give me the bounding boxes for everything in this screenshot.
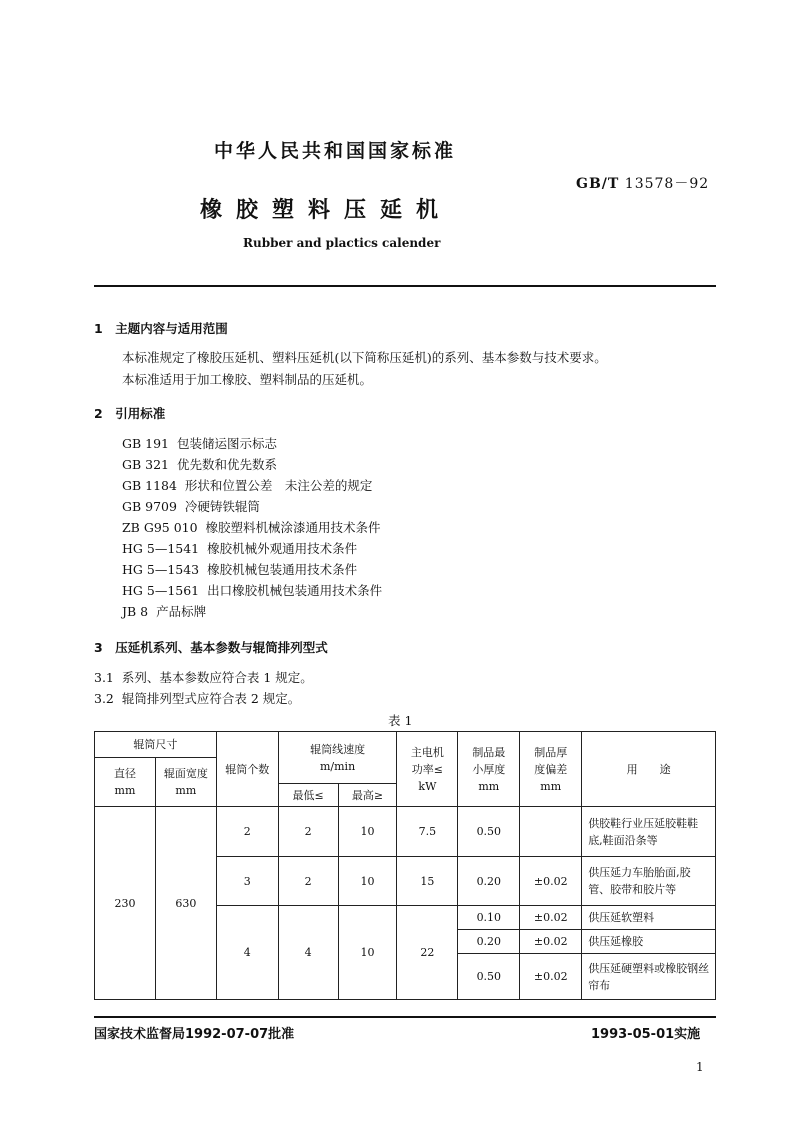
standard-number-value: 13578－92 bbox=[624, 176, 710, 192]
parameters-table bbox=[94, 731, 716, 1000]
cell-roll-count: 4 bbox=[216, 906, 278, 1000]
cell-use: 供压延橡胶 bbox=[582, 930, 716, 954]
cell-use: 供胶鞋行业压延胶鞋鞋底,鞋面沿条等 bbox=[582, 807, 716, 857]
section-2-heading: 2 引用标准 bbox=[94, 406, 166, 421]
section-1-paragraph: 本标准规定了橡胶压延机、塑料压延机(以下简称压延机)的系列、基本参数与技术要求。 bbox=[122, 350, 607, 365]
reference-item bbox=[122, 581, 382, 599]
reference-code: GB 1184 bbox=[122, 478, 177, 493]
header-min-thickness-l1: 制品最 bbox=[472, 745, 506, 759]
effective-date: 1993-05-01实施 bbox=[591, 1027, 701, 1042]
header-motor-power bbox=[397, 732, 458, 807]
section-1-heading: 1 主题内容与适用范围 bbox=[94, 321, 228, 336]
header-face-width-label: 辊面宽度 bbox=[163, 767, 208, 780]
header-thickness-deviation-l2: 度偏差 bbox=[534, 762, 568, 776]
clause-item bbox=[94, 689, 300, 707]
standard-number bbox=[576, 173, 709, 193]
cell-thickness-deviation: ±0.02 bbox=[520, 954, 582, 1000]
reference-name: 形状和位置公差 未注公差的规定 bbox=[184, 478, 373, 493]
clause-text: 辊筒排列型式应符合表 2 规定。 bbox=[121, 691, 301, 706]
header-min-thickness-l2: 小厚度 bbox=[472, 762, 506, 776]
reference-code: GB 321 bbox=[122, 457, 170, 472]
top-rule bbox=[94, 285, 716, 287]
title-english: Rubber and plactics calender bbox=[243, 236, 441, 250]
cell-min-thickness: 0.20 bbox=[458, 930, 520, 954]
section-1-paragraph: 本标准适用于加工橡胶、塑料制品的压延机。 bbox=[122, 372, 373, 387]
reference-name: 橡胶塑料机械涂漆通用技术条件 bbox=[205, 520, 381, 535]
reference-code: GB 9709 bbox=[122, 499, 177, 514]
cell-speed-min: 2 bbox=[278, 857, 338, 906]
header-motor-power-l1: 主电机 bbox=[410, 745, 444, 759]
header-diameter-label: 直径 bbox=[113, 767, 136, 780]
header-line-speed bbox=[278, 732, 397, 784]
cell-motor-power: 22 bbox=[397, 906, 458, 1000]
reference-code: GB 191 bbox=[122, 436, 170, 451]
header-diameter bbox=[95, 758, 156, 807]
table-caption: 表 1 bbox=[388, 713, 413, 728]
reference-item bbox=[122, 476, 372, 494]
header-face-width-unit: mm bbox=[175, 784, 197, 797]
cell-use: 供压延力车胎胎面,胶管、胶带和胶片等 bbox=[582, 857, 716, 906]
reference-code: HG 5—1561 bbox=[122, 583, 200, 598]
standard-prefix: GB/T bbox=[576, 176, 620, 192]
title-chinese: 橡胶塑料压延机 bbox=[200, 198, 453, 223]
header-thickness-deviation-l1: 制品厚 bbox=[534, 745, 568, 759]
reference-item bbox=[122, 602, 206, 620]
clause-number: 3.1 bbox=[94, 670, 114, 685]
cell-speed-max: 10 bbox=[338, 857, 397, 906]
reference-item bbox=[122, 455, 277, 473]
approval-date: 国家技术监督局1992-07-07批准 bbox=[94, 1027, 295, 1042]
cell-face-width: 630 bbox=[155, 807, 216, 1000]
cell-roll-count: 3 bbox=[216, 857, 278, 906]
header-min-thickness-unit: mm bbox=[478, 779, 500, 793]
reference-name: 橡胶机械外观通用技术条件 bbox=[207, 541, 358, 556]
header-use: 用 途 bbox=[582, 732, 716, 807]
reference-name: 包装储运图示标志 bbox=[176, 436, 277, 451]
reference-code: HG 5—1543 bbox=[122, 562, 200, 577]
header-motor-power-l2: 功率≤ bbox=[411, 762, 444, 776]
cell-thickness-deviation bbox=[520, 807, 582, 857]
reference-item bbox=[122, 434, 277, 452]
header-motor-power-unit: kW bbox=[418, 779, 437, 793]
reference-code: ZB G95 010 bbox=[122, 520, 198, 535]
reference-code: HG 5—1541 bbox=[122, 541, 200, 556]
cell-diameter: 230 bbox=[95, 807, 156, 1000]
cell-motor-power: 7.5 bbox=[397, 807, 458, 857]
header-diameter-unit: mm bbox=[114, 784, 136, 797]
clause-text: 系列、基本参数应符合表 1 规定。 bbox=[121, 670, 313, 685]
reference-name: 冷硬铸铁辊筒 bbox=[184, 499, 260, 514]
cell-motor-power: 15 bbox=[397, 857, 458, 906]
header-line-speed-unit: m/min bbox=[319, 759, 356, 773]
cell-min-thickness: 0.10 bbox=[458, 906, 520, 930]
reference-item bbox=[122, 518, 381, 536]
clause-item bbox=[94, 668, 313, 686]
cell-speed-max: 10 bbox=[338, 807, 397, 857]
cell-min-thickness: 0.50 bbox=[458, 954, 520, 1000]
reference-name: 橡胶机械包装通用技术条件 bbox=[207, 562, 358, 577]
reference-item bbox=[122, 539, 357, 557]
reference-name: 出口橡胶机械包装通用技术条件 bbox=[207, 583, 383, 598]
header-thickness-deviation bbox=[520, 732, 582, 807]
cell-speed-min: 4 bbox=[278, 906, 338, 1000]
clause-number: 3.2 bbox=[94, 691, 114, 706]
reference-name: 产品标牌 bbox=[156, 604, 207, 619]
reference-code: JB 8 bbox=[122, 604, 149, 619]
cell-min-thickness: 0.20 bbox=[458, 857, 520, 906]
cell-thickness-deviation: ±0.02 bbox=[520, 857, 582, 906]
cell-speed-min: 2 bbox=[278, 807, 338, 857]
cell-thickness-deviation: ±0.02 bbox=[520, 930, 582, 954]
reference-name: 优先数和优先数系 bbox=[176, 457, 277, 472]
header-roll-count: 辊筒个数 bbox=[216, 732, 278, 807]
header-roll-size: 辊筒尺寸 bbox=[95, 732, 217, 758]
cell-use: 供压延硬塑料或橡胶钢丝帘布 bbox=[582, 954, 716, 1000]
header-face-width bbox=[155, 758, 216, 807]
cell-thickness-deviation: ±0.02 bbox=[520, 906, 582, 930]
cell-min-thickness: 0.50 bbox=[458, 807, 520, 857]
header-thickness-deviation-unit: mm bbox=[540, 779, 562, 793]
header-speed-min: 最低≤ bbox=[278, 784, 338, 807]
cell-use: 供压延软塑料 bbox=[582, 906, 716, 930]
table-row bbox=[95, 807, 716, 857]
section-3-heading: 3 压延机系列、基本参数与辊筒排列型式 bbox=[94, 640, 328, 655]
national-standard-label: 中华人民共和国国家标准 bbox=[214, 140, 457, 162]
header-min-thickness bbox=[458, 732, 520, 807]
page-number: 1 bbox=[696, 1060, 704, 1074]
reference-item bbox=[122, 497, 260, 515]
reference-item bbox=[122, 560, 357, 578]
cell-roll-count: 2 bbox=[216, 807, 278, 857]
header-speed-max: 最高≥ bbox=[338, 784, 397, 807]
bottom-rule bbox=[94, 1016, 716, 1018]
header-line-speed-label: 辊筒线速度 bbox=[310, 742, 366, 756]
cell-speed-max: 10 bbox=[338, 906, 397, 1000]
